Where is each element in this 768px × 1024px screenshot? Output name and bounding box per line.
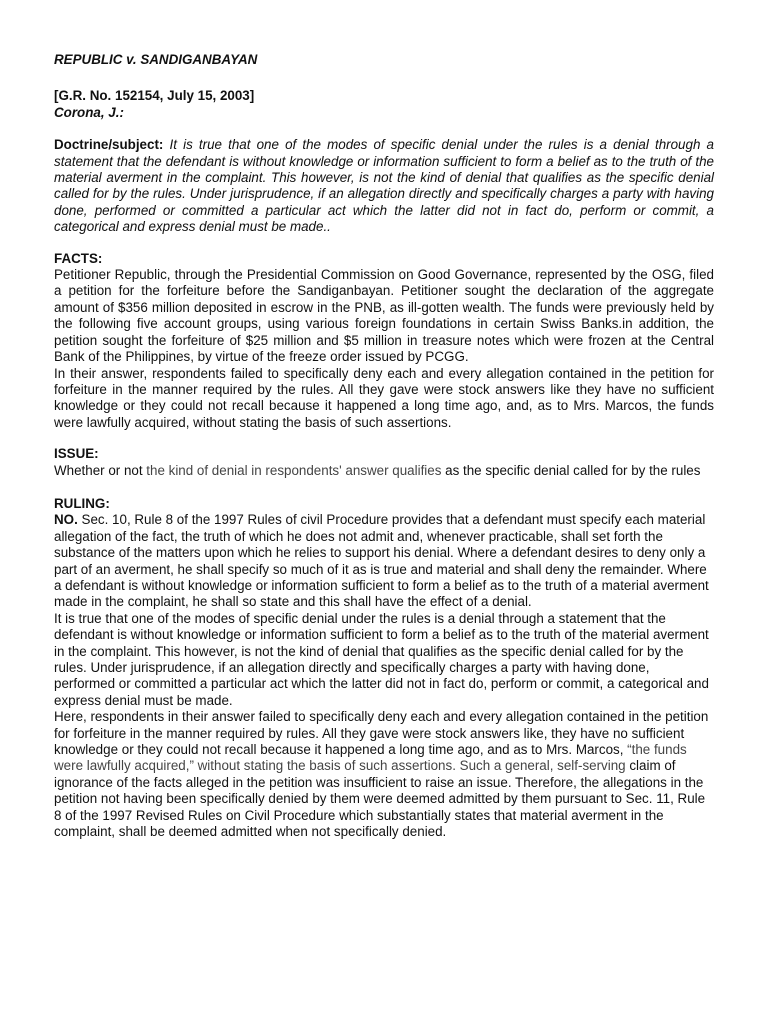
issue-section (54, 446, 714, 479)
ruling-paragraph-2: It is true that one of the modes of specific denial under the rules is a denial through a statement that the defendant is without knowledge or information sufficient to form a belief as to the truth of the material averment in the complaint. This however, is not the kind of denial that qualifies as the specific denial called for by the rules. Under jurisprudence, if an allegation directly and specifically charges a party with having done, performed or committed a particular act which the latter did not in fact do, perform or commit, a categorical and express denial must be made. (54, 610, 709, 708)
issue-heading: ISSUE: (54, 446, 99, 462)
facts-paragraph-1: Petitioner Republic, through the Presidential Commission on Good Governance, represented by the OSG, filed a petition for the forfeiture before the Sandiganbayan. Petitioner sought the declaration of the aggregate amount of $356 million deposited in escrow in the PNB, as ill-gotten wealth. The funds were previously held by the following five account groups, using various foreign foundations in certain Swiss Banks.in addition, the petition sought the forfeiture of $25 million and $5 million in treasure notes which were frozen at the Central Bank of the Philippines, by virtue of the freeze order issued by PCGG. (54, 267, 714, 365)
issue-text-start: Whether or not (54, 462, 147, 478)
gr-number: [G.R. No. 152154, July 15, 2003] (54, 88, 255, 104)
ruling-heading: RULING: (54, 495, 110, 511)
ruling-paragraph-3-start: Here, respondents in their answer failed to specifically deny each and every allegation contained in the petition for forfeiture in the manner required by rules. All they gave were stock answers like, they have no sufficient knowledge or they could not recall because it happened a long time ago, and as to Mrs. Marcos, (54, 709, 709, 758)
ruling-section (54, 496, 714, 841)
ruling-paragraph-1 (54, 512, 714, 610)
doctrine-label: Doctrine/subject: (54, 137, 164, 153)
document-page (54, 52, 714, 840)
ruling-verdict: NO. (54, 512, 78, 528)
issue-text-middle: the kind of denial in respondents' answer qualifies (146, 462, 442, 478)
ruling-paragraph-3-end: claim of ignorance of the facts alleged in the petition was insufficient to raise an issue. Therefore, the allegations in the petition not having been specifically denied by them were deemed admitted by them pursuant to Sec. 11, Rule 8 of the 1997 Revised Rules on Civil Procedure which substantially states that material averment in the complaint, shall be deemed admitted when not specifically denied. (54, 758, 706, 840)
facts-section (54, 251, 714, 431)
case-title: REPUBLIC v. SANDIGANBAYAN (54, 52, 258, 67)
ruling-paragraph-3 (54, 709, 714, 840)
issue-text (54, 463, 714, 479)
doctrine-paragraph (54, 137, 714, 235)
facts-paragraph-2: In their answer, respondents failed to specifically deny each and every allegation contained in the petition for forfeiture in the manner required by the rules. All they gave were stock answers like they have no sufficient knowledge or they could not recall because it happened a long time ago, and, as to Mrs. Marcos, the funds were lawfully acquired, without stating the basis of such assertions. (54, 365, 714, 430)
ponente: Corona, J.: (54, 104, 124, 120)
ruling-paragraph-3-middle: “the funds were lawfully acquired,” without stating the basis of such assertions. Such a general, self-serving (54, 742, 687, 774)
ruling-paragraph-1-text: Sec. 10, Rule 8 of the 1997 Rules of civil Procedure provides that a defendant must specify each material allegation of the fact, the truth of which he does not admit and, whenever practicable, shall set forth the substance of the matters upon which he relies to support his denial. Where a defendant desires to deny only a part of an averment, he shall specify so much of it as is true and material and shall deny the remainder. Where a defendant is without knowledge or information sufficient to form a belief as to the truth of a material averment made in the complaint, he shall so state and this shall have the effect of a denial. (54, 512, 709, 610)
facts-heading: FACTS: (54, 250, 103, 266)
doctrine-text: It is true that one of the modes of specific denial under the rules is a denial through a statement that the defendant is without knowledge or information sufficient to form a belief as to the truth of the material averment in the complaint. This however, is not the kind of denial that qualifies as the specific denial called for by the rules. Under jurisprudence, if an allegation directly and specifically charges a party with having done, performed or committed a particular act which the latter did not in fact do, perform or commit, a categorical and express denial must be made.. (54, 137, 714, 235)
issue-text-end: as the specific denial called for by the rules (441, 462, 701, 478)
